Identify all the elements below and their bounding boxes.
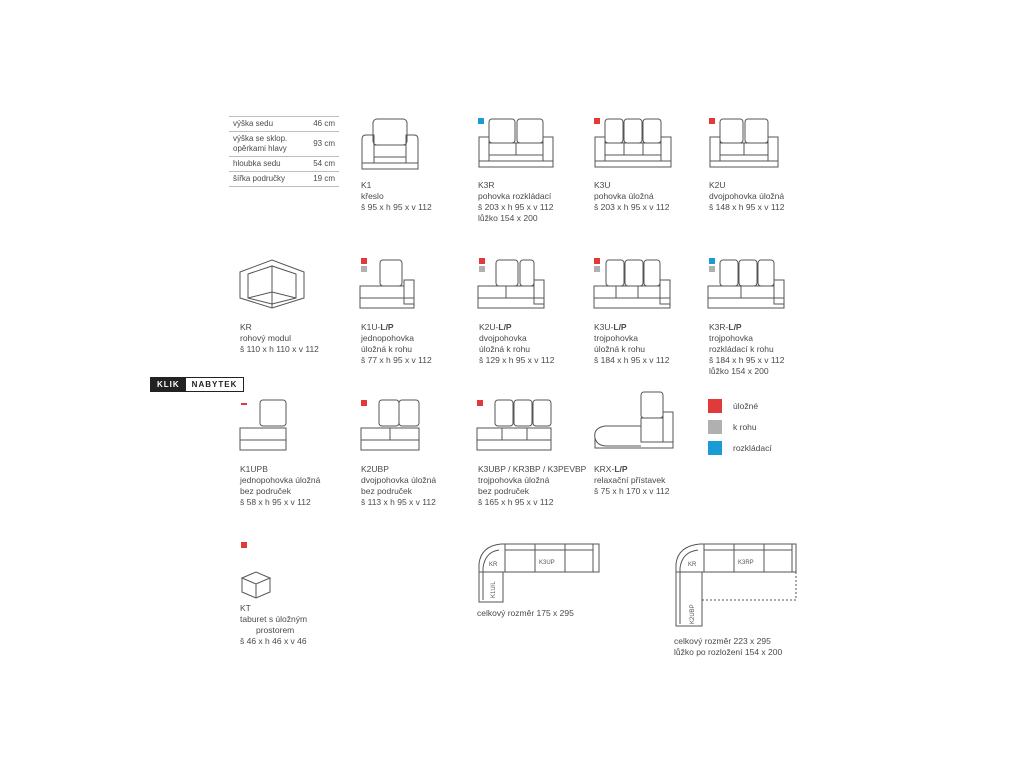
- item-dims: š 95 x h 95 x v 112: [361, 202, 432, 212]
- item-name: relaxační přístavek: [594, 475, 666, 485]
- plan-b-k3rp-label: K3RP: [738, 560, 754, 566]
- item-dims: š 184 x h 95 x v 112: [709, 355, 785, 365]
- plan-b-k2bp-label: K2UBP: [690, 604, 696, 624]
- item-krx-text: [594, 464, 669, 497]
- plan-a-k3up-label: K3UP: [539, 560, 555, 566]
- item-name: jednopohovka úložná: [240, 475, 321, 485]
- sofa-k2ubp-icon: [359, 398, 423, 454]
- sofa-k1u-corner-icon: [358, 258, 416, 314]
- item-dims: š 75 x h 170 x v 112: [594, 486, 670, 496]
- sofa-k2u-icon: [708, 117, 780, 169]
- item-name: trojpohovka úložná: [478, 475, 550, 485]
- legend-ulozne-swatch: [708, 399, 722, 413]
- stool-kt-icon: [240, 570, 272, 600]
- item-k1upb-text: [240, 464, 320, 508]
- item-k2ubp-text: [361, 464, 436, 508]
- item-dims: š 77 x h 95 x v 112: [361, 355, 432, 365]
- item-code: K3R: [478, 180, 495, 190]
- item-name: trojpohovka: [709, 333, 753, 343]
- item-name-2: rozkládací k rohu: [709, 344, 774, 354]
- item-name: dvojpohovka úložná: [361, 475, 437, 485]
- plan-a-k1ul-label: K1U/L: [491, 581, 497, 598]
- item-dims: š 46 x h 46 x v 46: [240, 636, 307, 646]
- spec-value: 46 cm: [307, 117, 339, 132]
- plan-b-total-dims: celkový rozměr 223 x 295: [674, 636, 771, 646]
- spec-label: šířka područky: [229, 172, 307, 187]
- item-code: K2U: [709, 180, 726, 190]
- item-name: křeslo: [361, 191, 384, 201]
- item-kt-text: [240, 603, 307, 647]
- brand-badge[interactable]: [150, 377, 244, 392]
- item-dims: š 113 x h 95 x v 112: [361, 497, 436, 507]
- item-code: K3U: [594, 180, 611, 190]
- item-code: K2UBP: [361, 464, 389, 474]
- sofa-k3u-icon: [593, 117, 673, 169]
- item-code-prefix: K2U-: [479, 322, 499, 332]
- item-code: K3UBP / KR3BP / K3PEVBP: [478, 464, 587, 474]
- item-name-2: úložná k rohu: [361, 344, 413, 354]
- item-k1-text: [361, 180, 432, 213]
- item-bed: lůžko 154 x 200: [709, 366, 769, 376]
- item-dims: š 184 x h 95 x v 112: [594, 355, 670, 365]
- item-code: K1UPB: [240, 464, 268, 474]
- item-code-suffix: L/P: [728, 322, 742, 332]
- plan-a-total: celkový rozměr 175 x 295: [477, 608, 574, 618]
- item-k3ubp-text: [478, 464, 586, 508]
- item-code-prefix: K3U-: [594, 322, 614, 332]
- item-k3u-text: [594, 180, 669, 213]
- plan-b-bed-dims: lůžko po rozložení 154 x 200: [674, 647, 783, 657]
- spec-row: [229, 157, 339, 172]
- item-code-suffix: L/P: [614, 464, 628, 474]
- spec-row: [229, 117, 339, 132]
- spec-row: [229, 172, 339, 187]
- item-code: [479, 322, 554, 333]
- item-name: trojpohovka: [594, 333, 638, 343]
- item-code: [361, 322, 432, 333]
- item-bed: lůžko 154 x 200: [478, 213, 538, 223]
- sofa-k3r-corner-icon: [706, 258, 786, 314]
- item-k3ulp-text: [594, 322, 669, 366]
- item-name-2: úložná k rohu: [594, 344, 646, 354]
- armchair-k1-icon: [360, 117, 420, 172]
- sofa-k3ubp-icon: [475, 398, 555, 454]
- item-name-2: úložná k rohu: [479, 344, 531, 354]
- sofa-k3r-icon: [477, 117, 555, 169]
- plan-a-kr-label: KR: [489, 562, 498, 568]
- corner-module-kr-icon: [238, 258, 308, 314]
- item-code-suffix: L/P: [380, 322, 394, 332]
- item-k3r-text: [478, 180, 553, 224]
- legend-rozkladaci-swatch: [708, 441, 722, 455]
- item-code: K1: [361, 180, 372, 190]
- spec-label: hloubka sedu: [229, 157, 307, 172]
- legend-rozkladaci-label: rozkládací: [733, 443, 772, 453]
- item-name-2: bez područek: [478, 486, 530, 496]
- sofa-k1upb-icon: [238, 398, 290, 454]
- plan-b-kr-label: KR: [688, 562, 697, 568]
- item-code: [594, 322, 669, 333]
- spec-table: [229, 116, 339, 187]
- ulozne-marker: [241, 542, 247, 548]
- legend-k-rohu-label: k rohu: [733, 422, 757, 432]
- item-k2u-text: [709, 180, 784, 213]
- spec-row: [229, 132, 339, 157]
- brand-badge-part1: KLIK: [151, 378, 186, 391]
- spec-value: 93 cm: [307, 132, 339, 157]
- sofa-k2u-corner-icon: [476, 258, 546, 314]
- item-name: pohovka rozkládací: [478, 191, 552, 201]
- item-dims: š 148 x h 95 x v 112: [709, 202, 785, 212]
- item-kr-text: [240, 322, 319, 355]
- layout-plan-a: [475, 540, 605, 605]
- item-name-2: prostorem: [256, 625, 295, 635]
- item-k1u-text: [361, 322, 432, 366]
- item-code: [594, 464, 669, 475]
- item-code-prefix: K1U-: [361, 322, 381, 332]
- item-dims: š 129 x h 95 x v 112: [479, 355, 555, 365]
- item-code-suffix: L/P: [498, 322, 512, 332]
- item-name: dvojpohovka úložná: [709, 191, 785, 201]
- item-k2ulp-text: [479, 322, 554, 366]
- item-name-2: bez područek: [240, 486, 292, 496]
- legend-k-rohu-swatch: [708, 420, 722, 434]
- item-k3rlp-text: [709, 322, 784, 377]
- item-code-prefix: KRX-: [594, 464, 615, 474]
- item-name: pohovka úložná: [594, 191, 654, 201]
- spec-label: výška se sklop. opěrkami hlavy: [229, 132, 307, 157]
- item-dims: š 203 x h 95 x v 112: [478, 202, 554, 212]
- item-name: jednopohovka: [361, 333, 414, 343]
- spec-value: 19 cm: [307, 172, 339, 187]
- spec-label: výška sedu: [229, 117, 307, 132]
- plan-b-total: [674, 636, 782, 658]
- item-code: KR: [240, 322, 252, 332]
- relax-module-krx-icon: [591, 390, 675, 454]
- item-name: taburet s úložným: [240, 614, 308, 624]
- legend-ulozne-label: úložné: [733, 401, 759, 411]
- item-name-2: bez područek: [361, 486, 413, 496]
- item-code-suffix: L/P: [613, 322, 627, 332]
- item-dims: š 58 x h 95 x v 112: [240, 497, 311, 507]
- item-code: [709, 322, 784, 333]
- spec-value: 54 cm: [307, 157, 339, 172]
- sofa-k3u-corner-icon: [592, 258, 672, 314]
- item-code: KT: [240, 603, 251, 613]
- item-dims: š 165 x h 95 x v 112: [478, 497, 554, 507]
- layout-plan-b: [672, 540, 802, 630]
- item-dims: š 203 x h 95 x v 112: [594, 202, 670, 212]
- item-name: dvojpohovka: [479, 333, 527, 343]
- item-name: rohový modul: [240, 333, 292, 343]
- item-dims: š 110 x h 110 x v 112: [240, 344, 319, 354]
- brand-badge-part2: NABYTEK: [186, 378, 244, 391]
- item-code-prefix: K3R-: [709, 322, 729, 332]
